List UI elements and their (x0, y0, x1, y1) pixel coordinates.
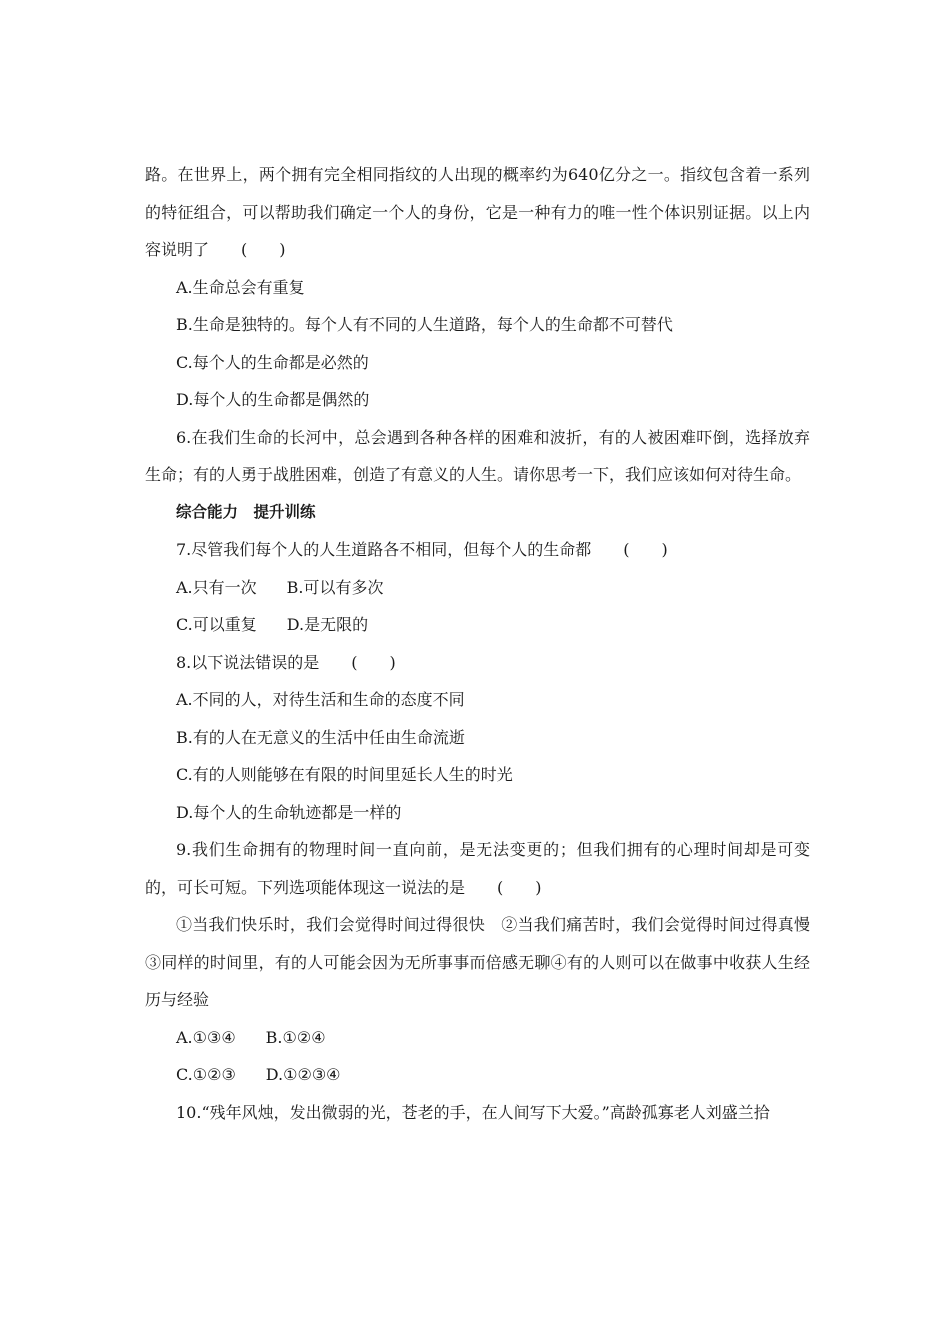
question-6-stem: 6.在我们生命的长河中，总会遇到各种各样的困难和波折，有的人被困难吓倒，选择放弃生命；有的人勇于战胜困难，创造了有意义的人生。请你思考一下，我们应该如何对待生命。 (145, 427, 810, 484)
question-5-stem: 路。在世界上，两个拥有完全相同指纹的人出现的概率约为640亿分之一。指纹包含着一系列的特征组合，可以帮助我们确定一个人的身份，它是一种有力的唯一性个体识别证据。以上内容说明了 ( ) (145, 165, 810, 259)
question-9-option-c: C.①②③ (176, 1065, 236, 1084)
question-7-option-b: B.可以有多次 (286, 577, 384, 597)
question-8-option-c: C.有的人则能够在有限的时间里延长人生的时光 (176, 765, 513, 784)
question-8-option-d: D.每个人的生命轨迹都是一样的 (176, 802, 402, 822)
question-8-option-b: B.有的人在无意义的生活中任由生命流逝 (176, 727, 465, 747)
question-9-statements: ①当我们快乐时，我们会觉得时间过得很快 ②当我们痛苦时，我们会觉得时间过得真慢 ③同样的时间里，有的人可能会因为无所事事而倍感无聊④有的人则可以在做事中收获人生经历与经验 (145, 915, 827, 1009)
question-7-option-d: D.是无限的 (286, 615, 369, 634)
question-9-options-row-1 (145, 1019, 810, 1057)
question-8-option-a: A.不同的人，对待生活和生命的态度不同 (176, 690, 465, 709)
question-9-options-row-2 (145, 1056, 810, 1094)
question-5-option-a: A.生命总会有重复 (176, 277, 305, 297)
question-7-options-row-2 (145, 606, 810, 644)
question-7-option-a: A.只有一次 (176, 577, 257, 597)
question-5-option-b: B.生命是独特的。每个人有不同的人生道路，每个人的生命都不可替代 (176, 315, 673, 334)
question-9-stem: 9.我们生命拥有的物理时间一直向前，是无法变更的；但我们拥有的心理时间却是可变的，可长可短。下列选项能体现这一说法的是 ( ) (145, 840, 810, 897)
question-7-options-row-1 (145, 569, 810, 607)
question-7-option-c: C.可以重复 (176, 615, 257, 634)
section-heading: 综合能力 提升训练 (176, 502, 316, 521)
question-9-option-d: D.①②③④ (265, 1065, 341, 1084)
question-9-option-b: B.①②④ (265, 1027, 326, 1047)
question-10-stem: 10.“残年风烛，发出微弱的光，苍老的手，在人间写下大爱。”高龄孤寡老人刘盛兰拾 (176, 1102, 770, 1122)
question-5-option-d: D.每个人的生命都是偶然的 (176, 390, 370, 409)
question-8-stem: 8.以下说法错误的是 ( ) (176, 652, 396, 672)
question-9-option-a: A.①③④ (176, 1027, 236, 1047)
question-5-option-c: C.每个人的生命都是必然的 (176, 352, 369, 372)
question-7-stem: 7.尽管我们每个人的人生道路各不相同，但每个人的生命都 ( ) (176, 540, 668, 559)
page-content (145, 156, 827, 1131)
